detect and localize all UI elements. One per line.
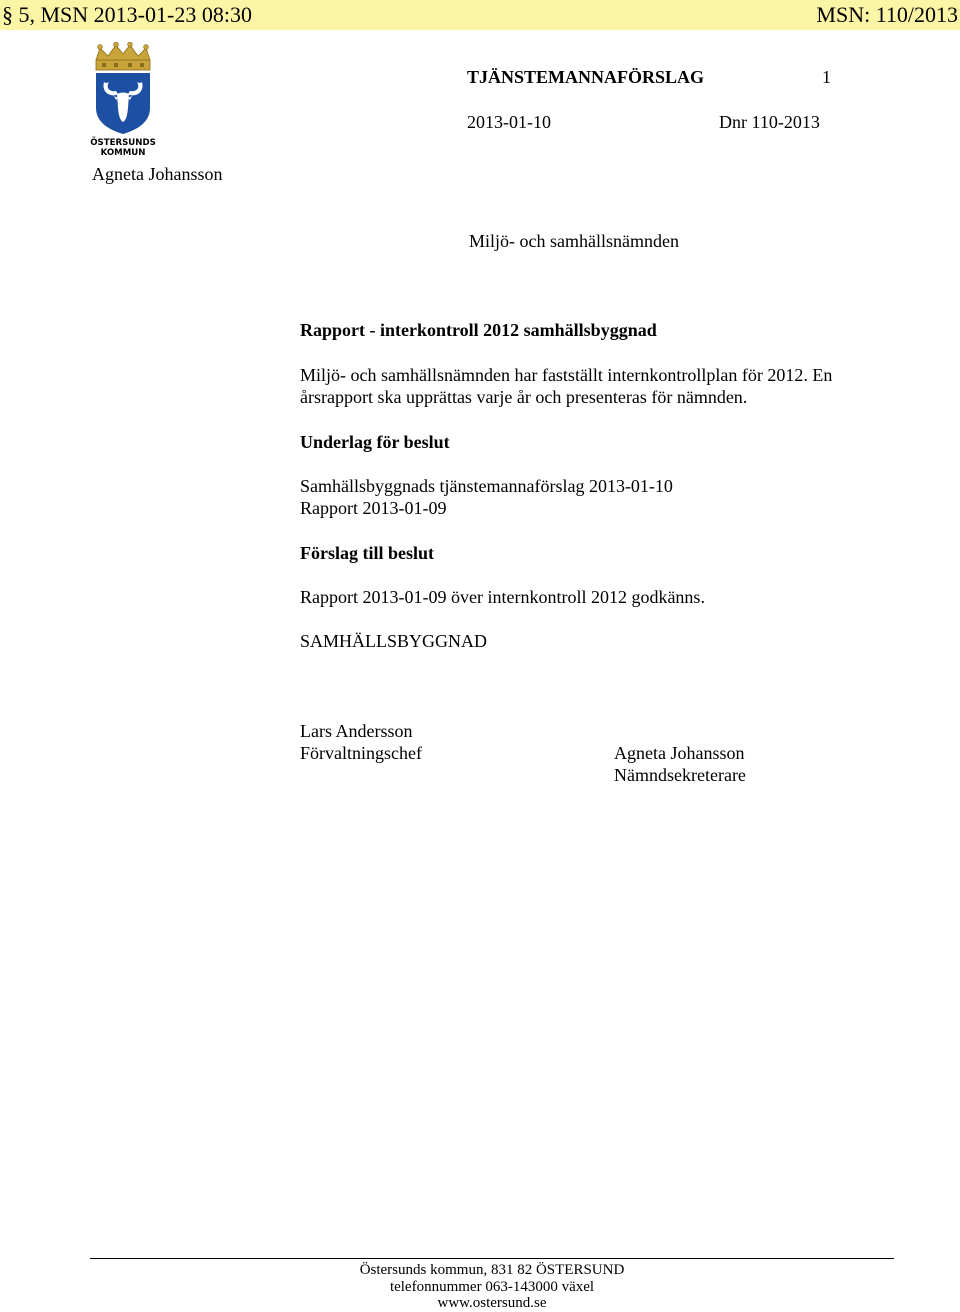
logo-text-line2: KOMMUN <box>100 148 146 158</box>
crown-icon <box>96 42 150 70</box>
underlag-item-2: Rapport 2013-01-09 <box>300 498 447 518</box>
document-type: TJÄNSTEMANNAFÖRSLAG <box>467 67 705 87</box>
document-date: 2013-01-10 <box>467 112 551 132</box>
meeting-header-bar <box>0 0 960 30</box>
department-name: SAMHÄLLSBYGGNAD <box>300 631 488 651</box>
page-number: 1 <box>822 67 831 87</box>
forslag-heading: Förslag till beslut <box>300 543 434 563</box>
signatory-right-title: Nämndsekreterare <box>614 765 746 785</box>
recipient: Miljö- och samhällsnämnden <box>469 231 679 251</box>
footer-website: www.ostersund.se <box>437 1295 547 1311</box>
meeting-reference: § 5, MSN 2013-01-23 08:30 <box>2 2 252 27</box>
forslag-text: Rapport 2013-01-09 över internkontroll 2012 godkänns. <box>300 587 705 607</box>
signatory-left-name: Lars Andersson <box>300 721 413 741</box>
footer-divider <box>90 1258 894 1259</box>
footer-phone: telefonnummer 063-143000 växel <box>389 1279 595 1295</box>
diary-number: Dnr 110-2013 <box>719 112 820 132</box>
case-number: MSN: 110/2013 <box>816 2 958 27</box>
report-title: Rapport - interkontroll 2012 samhällsbyggnad <box>300 320 657 340</box>
underlag-item-1: Samhällsbyggnads tjänstemannaförslag 2013-01-10 <box>300 476 673 496</box>
logo-text-line1: ÖSTERSUNDS <box>90 138 156 148</box>
underlag-heading: Underlag för beslut <box>300 432 450 452</box>
signatory-left-title: Förvaltningschef <box>300 743 422 763</box>
signatory-right-name: Agneta Johansson <box>614 743 745 763</box>
author-name: Agneta Johansson <box>92 164 223 184</box>
footer-address: Östersunds kommun, 831 82 ÖSTERSUND <box>359 1262 625 1278</box>
intro-line-2: årsrapport ska upprättas varje år och presenteras för nämnden. <box>300 387 748 407</box>
intro-line-1: Miljö- och samhällsnämnden har fastställt internkontrollplan för 2012. En <box>300 365 833 385</box>
ostersunds-kommun-logo <box>90 42 156 158</box>
